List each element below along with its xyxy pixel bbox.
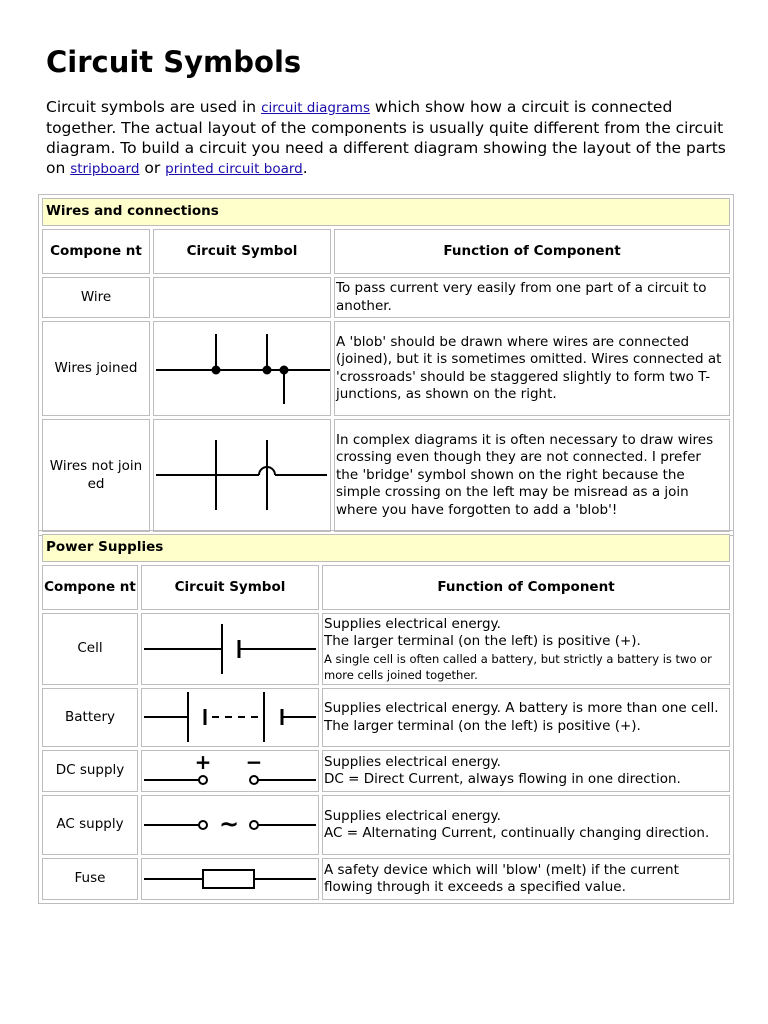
function-line: The larger terminal (on the left) is positive (+). [324, 633, 641, 649]
component-function: In complex diagrams it is often necessary to draw wires crossing even though they are not connected. I prefer the 'bridge' symbol shown on the right because the simple crossing on the left may be misread as a join where you have forgotten to add a 'blob'! [334, 419, 730, 532]
table-row [42, 688, 730, 747]
component-name: DC supply [42, 750, 138, 792]
component-name: AC supply [42, 795, 138, 855]
intro-text-4: . [302, 159, 308, 177]
component-name: Wires not join ed [42, 419, 150, 532]
intro-text-1: Circuit symbols are used in [46, 98, 262, 116]
component-function [322, 750, 730, 792]
header-function: Function of Component [322, 565, 730, 610]
function-line: Supplies electrical energy. A battery is more than one cell. [324, 700, 719, 716]
function-note: A single cell is often called a battery, but strictly a battery is two or more cells joined together. [324, 651, 712, 682]
function-line: Supplies electrical energy. [324, 807, 501, 824]
circuit-diagrams-link[interactable]: circuit diagrams [261, 100, 370, 116]
cell-symbol [141, 613, 319, 685]
intro-text-2: which show how a circuit is connected together. The actual layout of the components is usually quite different from the circuit diagram. To build a circuit you need a different diagram showing the layout of the parts on [46, 98, 726, 177]
component-function [322, 795, 730, 855]
table-row [42, 750, 730, 792]
table-row [42, 321, 730, 416]
header-component: Compone nt [42, 229, 150, 274]
function-line: The larger terminal (on the left) is positive (+). [324, 717, 641, 734]
ac-supply-symbol [141, 795, 319, 855]
component-name: Wire [42, 277, 150, 318]
component-function [322, 688, 730, 747]
printed-circuit-board-link[interactable]: printed circuit board [165, 161, 303, 177]
wires-joined-symbol [153, 321, 331, 416]
component-name: Fuse [42, 858, 138, 900]
section-title: Power Supplies [42, 534, 730, 562]
table-row [42, 795, 730, 855]
intro-text-3: or [139, 159, 166, 177]
table-row [42, 419, 730, 532]
component-name: Wires joined [42, 321, 150, 416]
component-function: A 'blob' should be drawn where wires are connected (joined), but it is sometimes omitted. Wires connected at 'crossroads' should be staggered slightly to form two T-junctions, as shown on the right. [334, 321, 730, 416]
dc-supply-symbol [141, 750, 319, 792]
component-name: Battery [42, 688, 138, 747]
header-symbol: Circuit Symbol [141, 565, 319, 610]
component-function: To pass current very easily from one part of a circuit to another. [334, 277, 730, 318]
wire-symbol [153, 277, 331, 318]
table-row [42, 277, 730, 318]
tilde-sign: ~ [218, 810, 240, 838]
component-function: A safety device which will 'blow' (melt) if the current flowing through it exceeds a specified value. [322, 858, 730, 900]
table-row [42, 858, 730, 900]
stripboard-link[interactable]: stripboard [70, 161, 140, 177]
wires-table [38, 194, 734, 536]
intro-paragraph [46, 97, 736, 179]
component-name: Cell [42, 613, 138, 685]
battery-symbol [141, 688, 319, 747]
table-row [42, 613, 730, 685]
section-title: Wires and connections [42, 198, 730, 226]
fuse-symbol [141, 858, 319, 900]
wires-not-joined-symbol [153, 419, 331, 532]
function-line: AC = Alternating Current, continually changing direction. [324, 825, 710, 841]
header-component: Compone nt [42, 565, 138, 610]
function-line: Supplies electrical energy. [324, 753, 501, 770]
plus-sign: + [194, 751, 212, 774]
page-title: Circuit Symbols [46, 45, 302, 79]
minus-sign: − [245, 751, 263, 774]
power-table [38, 530, 734, 904]
component-function [322, 613, 730, 685]
function-line: DC = Direct Current, always flowing in one direction. [324, 771, 681, 787]
function-line: Supplies electrical energy. [324, 615, 501, 632]
header-function: Function of Component [334, 229, 730, 274]
header-symbol: Circuit Symbol [153, 229, 331, 274]
